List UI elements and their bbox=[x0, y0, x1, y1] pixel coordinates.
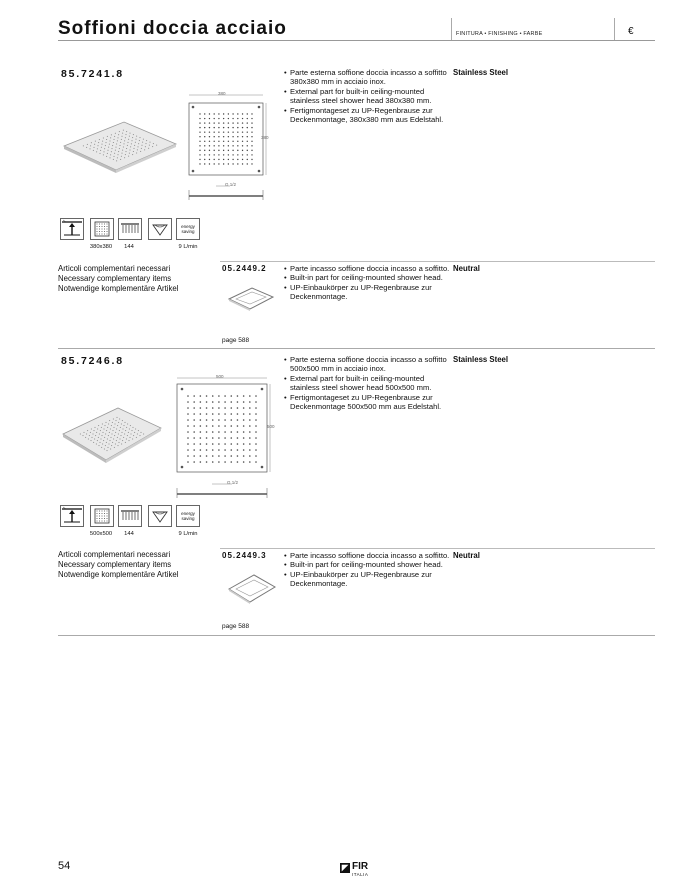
description-it: • Parte esterna soffione doccia incasso a soffitto 500x500 mm in acciaio inox. bbox=[284, 355, 452, 374]
technical-drawing bbox=[172, 374, 276, 500]
product-code: 85.7241.8 bbox=[61, 68, 124, 80]
complementary-description-it: • Parte incasso soffione doccia incasso a soffitto. bbox=[284, 264, 452, 273]
size-label: 380x380 bbox=[89, 244, 113, 250]
rain-jet-icon bbox=[118, 505, 142, 527]
product-image bbox=[60, 118, 180, 174]
complementary-label-de: Notwendige komplementäre Artikel bbox=[58, 284, 179, 293]
anti-limescale-icon bbox=[148, 505, 172, 527]
ceiling-mount-icon bbox=[60, 505, 84, 527]
currency-header: € bbox=[628, 26, 634, 37]
section-rule bbox=[220, 548, 655, 549]
page-reference[interactable]: page 588 bbox=[222, 337, 250, 344]
description-en: • External part for built-in ceiling-mounted stainless steel shower head 500x500 mm. bbox=[284, 374, 452, 393]
energy-saving-icon bbox=[176, 505, 200, 527]
complementary-code: 05.2449.3 bbox=[222, 551, 267, 560]
complementary-image bbox=[226, 285, 276, 313]
complementary-description-de: • UP-Einbaukörper zu UP-Regenbrause zur Deckenmontage. bbox=[284, 570, 452, 589]
complementary-labels bbox=[58, 264, 178, 294]
logo-subtext: ITALIA bbox=[352, 872, 369, 877]
dimension-height: 500 bbox=[267, 424, 275, 429]
dimension-connection: G 1/2 bbox=[227, 480, 239, 485]
anti-limescale-icon bbox=[148, 218, 172, 240]
description-de: • Fertigmontageset zu UP-Regenbrause zur Deckenmontage, 380x380 mm aus Edelstahl. bbox=[284, 106, 452, 125]
complementary-label-it: Articoli complementari necessari bbox=[58, 264, 171, 273]
product-finish: Stainless Steel bbox=[453, 68, 509, 77]
jets-label: 144 bbox=[124, 531, 134, 537]
saving-label: saving bbox=[181, 516, 195, 521]
page-reference[interactable]: page 588 bbox=[222, 623, 250, 630]
complementary-description-en: • Built-in part for ceiling-mounted shower head. bbox=[284, 560, 452, 569]
product-image bbox=[60, 404, 164, 466]
product-code: 85.7246.8 bbox=[61, 355, 124, 367]
description-en: • External part for built-in ceiling-mounted stainless steel shower head 380x380 mm. bbox=[284, 87, 452, 106]
description-it: • Parte esterna soffione doccia incasso a soffitto 380x380 mm in acciaio inox. bbox=[284, 68, 452, 87]
complementary-finish: Neutral bbox=[453, 264, 480, 273]
square-head-icon bbox=[90, 218, 114, 240]
logo-text: FIR bbox=[352, 861, 369, 872]
brand-logo bbox=[340, 861, 374, 879]
product-separator bbox=[58, 635, 655, 636]
header-divider bbox=[614, 18, 615, 40]
complementary-code: 05.2449.2 bbox=[222, 264, 267, 273]
product-description bbox=[284, 355, 452, 411]
complementary-description bbox=[284, 551, 452, 589]
complementary-description-en: • Built-in part for ceiling-mounted shower head. bbox=[284, 273, 452, 282]
energy-saving-icon bbox=[176, 218, 200, 240]
dimension-width: 500 bbox=[216, 374, 224, 379]
complementary-description-de: • UP-Einbaukörper zu UP-Regenbrause zur Deckenmontage. bbox=[284, 283, 452, 302]
complementary-description-it: • Parte incasso soffione doccia incasso a soffitto. bbox=[284, 551, 452, 560]
complementary-label-en: Necessary complementary items bbox=[58, 274, 172, 283]
product-separator bbox=[58, 348, 655, 349]
finishing-header: FINITURA • FINISHING • FARBE bbox=[456, 31, 543, 37]
dimension-width: 380 bbox=[218, 91, 226, 96]
rain-jet-icon bbox=[118, 218, 142, 240]
logo-mark-icon: ◤ bbox=[341, 863, 349, 872]
header-divider bbox=[451, 18, 452, 40]
description-de: • Fertigmontageset zu UP-Regenbrause zur Deckenmontage 500x500 mm aus Edelstahl. bbox=[284, 393, 452, 412]
energy-label: energy bbox=[181, 224, 195, 229]
dimension-height: 380 bbox=[261, 135, 269, 140]
dimension-connection: G 1/2 bbox=[225, 182, 237, 187]
complementary-label-de: Notwendige komplementäre Artikel bbox=[58, 570, 179, 579]
ceiling-mount-icon bbox=[60, 218, 84, 240]
flow-label: 9 L/min bbox=[178, 244, 198, 250]
flow-label: 9 L/min bbox=[178, 531, 198, 537]
complementary-image bbox=[226, 572, 278, 606]
product-finish: Stainless Steel bbox=[453, 355, 509, 364]
size-label: 500x500 bbox=[89, 531, 113, 537]
page-number: 54 bbox=[58, 860, 71, 872]
complementary-label-en: Necessary complementary items bbox=[58, 560, 172, 569]
jets-label: 144 bbox=[124, 244, 134, 250]
saving-label: saving bbox=[181, 229, 195, 234]
square-head-icon bbox=[90, 505, 114, 527]
complementary-label-it: Articoli complementari necessari bbox=[58, 550, 171, 559]
complementary-finish: Neutral bbox=[453, 551, 480, 560]
product-description bbox=[284, 68, 452, 124]
section-rule bbox=[220, 261, 655, 262]
complementary-description bbox=[284, 264, 452, 302]
header-rule bbox=[58, 40, 655, 41]
energy-label: energy bbox=[181, 511, 195, 516]
page-title: Soffioni doccia acciaio bbox=[58, 18, 287, 39]
complementary-labels bbox=[58, 550, 178, 580]
